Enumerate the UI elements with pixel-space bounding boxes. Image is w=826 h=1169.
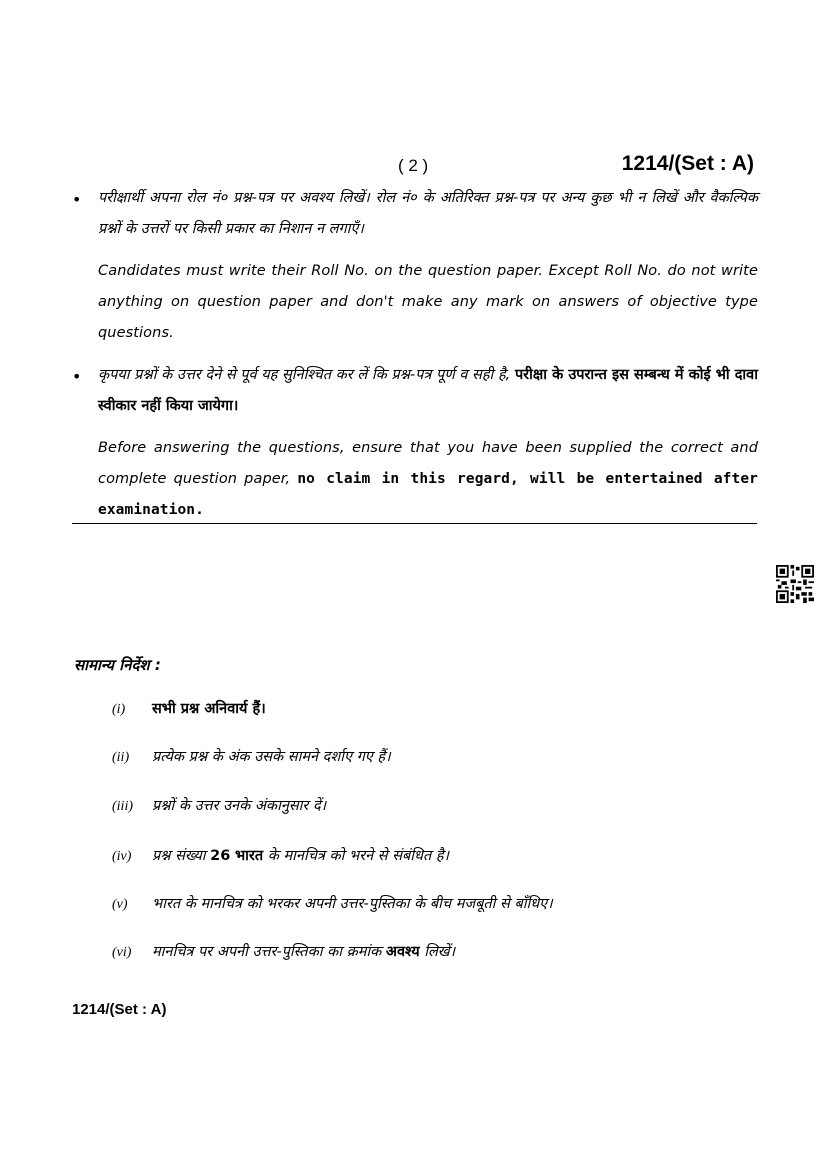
instruction-number: (ii) [112,750,130,765]
note-2-english-bold: no claim in this regard, will be entertained after examination. [98,471,758,518]
note-2-hindi-bold: परीक्षा के उपरान्त इस सम्बन्ध में कोई भी दावा स्वीकार नहीं किया जायेगा। [98,367,759,414]
instruction-item [112,893,752,913]
paper-code-header: 1214/(Set : A) [621,152,754,175]
note-2-hindi [98,360,758,422]
bullet-icon: • [72,190,82,209]
instruction-item [112,941,752,961]
instruction-number: (vi) [112,945,132,960]
note-1-hindi: परीक्षार्थी अपना रोल नं० प्रश्न-पत्र पर अवश्य लिखें। रोल नं० के अतिरिक्त प्रश्न-पत्र पर अन्य कुछ भी न लिखें और वैकल्पिक प्रश्नों के उत्तरों पर किसी प्रकार का निशान न लगाएँ। [98,190,758,237]
bullet-icon: • [72,367,82,386]
instruction-item [112,698,752,718]
note-2-english [98,433,758,526]
note-1-english: Candidates must write their Roll No. on the question paper. Except Roll No. do not write anything on question paper and don't make any mark on answers of objective type questions. [98,263,758,341]
note-2-english-plain: Before answering the questions, ensure that you have been supplied the correct and complete question paper, [98,440,758,487]
general-instructions-title: सामान्य निर्देश : [74,656,161,674]
section-divider [72,523,757,524]
instruction-number: (v) [112,897,128,912]
instruction-text-post: के मानचित्र को भरने से संबंधित है। [263,848,450,864]
instruction-item [112,795,752,815]
instruction-text-pre: मानचित्र पर अपनी उत्तर-पुस्तिका का क्रमांक [152,944,386,960]
instruction-text-post: लिखें। [419,944,456,960]
instruction-text-pre: प्रश्न संख्या [152,848,211,864]
instruction-number: (i) [112,702,126,717]
instruction-number: (iii) [112,799,133,814]
instruction-bold-word: अवश्य [385,944,420,960]
page-number: ( 2 ) [398,156,429,175]
qr-code-icon [776,565,814,603]
instruction-bold-number: 26 [210,848,231,864]
instruction-item [112,845,752,865]
instruction-number: (iv) [112,849,132,864]
instruction-text: प्रत्येक प्रश्न के अंक उसके सामने दर्शाए गए हैं। [152,749,391,765]
instruction-item [112,746,752,766]
instruction-text: सभी प्रश्न अनिवार्य हैं। [152,701,266,717]
instruction-text: प्रश्नों के उत्तर उनके अंकानुसार दें। [152,798,327,814]
note-2-hindi-plain: कृपया प्रश्नों के उत्तर देने से पूर्व यह सुनिश्चित कर लें कि प्रश्न-पत्र पूर्ण व सही है, [98,367,515,383]
paper-code-footer: 1214/(Set : A) [72,1001,167,1018]
instruction-bold-word: भारत [234,848,264,864]
instruction-text: भारत के मानचित्र को भरकर अपनी उत्तर-पुस्तिका के बीच मजबूती से बाँधिए। [152,896,553,912]
